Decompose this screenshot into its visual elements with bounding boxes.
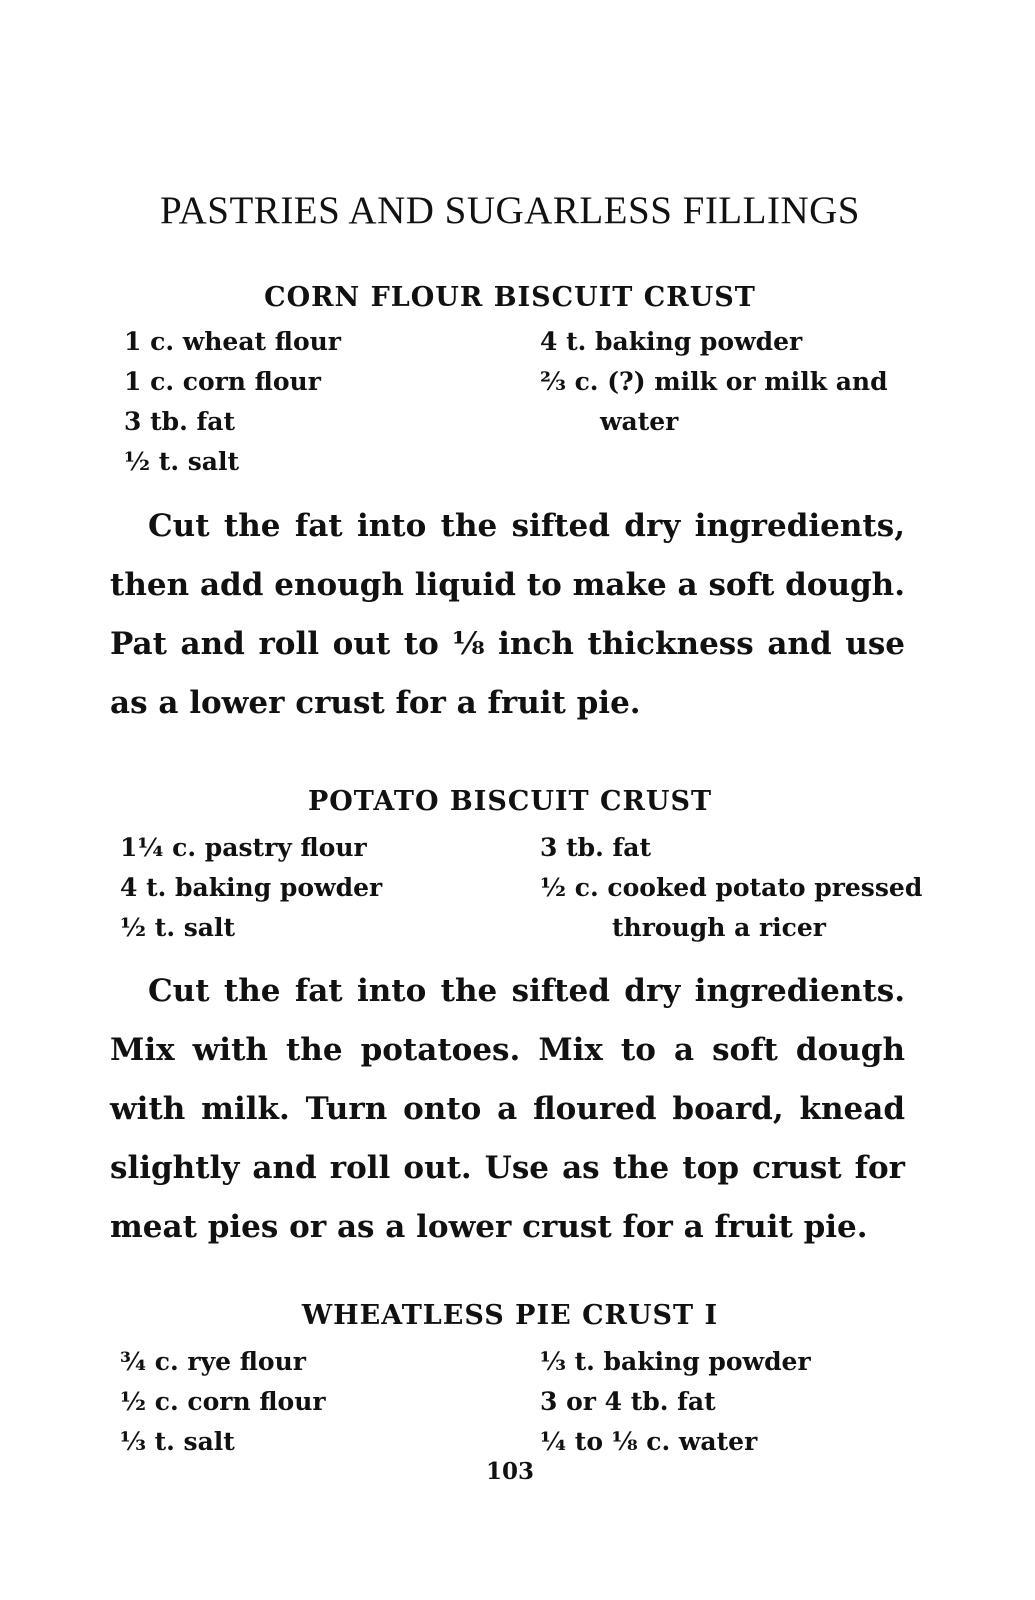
recipe-instructions	[110, 497, 905, 733]
ingredient: 3 tb. fat	[540, 833, 652, 862]
ingredient: ½ t. salt	[124, 447, 240, 476]
page-header: PASTRIES AND SUGARLESS FILLINGS	[160, 189, 860, 232]
ingredient: ¾ c. rye flour	[120, 1347, 306, 1376]
ingredient: 3 or 4 tb. fat	[540, 1387, 716, 1416]
ingredient: ½ t. salt	[120, 913, 236, 942]
ingredient: 3 tb. fat	[124, 407, 236, 436]
recipe-title-potato-biscuit-crust: POTATO BISCUIT CRUST	[307, 786, 713, 817]
ingredient: ⅔ c. (?) milk or milk and	[540, 367, 888, 396]
ingredient: water	[600, 407, 679, 436]
ingredient-list-right	[540, 1342, 811, 1462]
ingredient: ¼ to ⅛ c. water	[540, 1427, 758, 1456]
recipe-instructions	[110, 962, 905, 1257]
instruction-paragraph: Cut the fat into the sifted dry ingredients. Mix with the potatoes. Mix to a soft dough with milk. Turn onto a floured board, knead slightly and roll out. Use as the top crust for meat pies or as a lower crust for a fruit pie.	[110, 973, 905, 1245]
ingredient: ⅓ t. salt	[120, 1427, 235, 1456]
recipe-title-wheatless-pie-crust-i: WHEATLESS PIE CRUST I	[301, 1300, 719, 1331]
ingredient-list-left	[120, 1342, 326, 1462]
recipe-title-corn-flour-biscuit-crust: CORN FLOUR BISCUIT CRUST	[264, 282, 756, 313]
ingredient: ⅓ t. baking powder	[540, 1347, 811, 1376]
ingredient: 4 t. baking powder	[540, 327, 803, 356]
instruction-paragraph: Cut the fat into the sifted dry ingredients, then add enough liquid to make a soft dough. Pat and roll out to ⅛ inch thickness and use as a lower crust for a fruit pie.	[110, 508, 905, 721]
ingredient: ½ c. cooked potato pressed	[540, 873, 923, 902]
page-number: 103	[485, 1458, 534, 1485]
ingredient: 1¼ c. pastry flour	[120, 833, 367, 862]
ingredient: through a ricer	[612, 913, 826, 942]
ingredient: 4 t. baking powder	[120, 873, 383, 902]
ingredient-list-left	[120, 828, 382, 948]
ingredient: 1 c. corn flour	[124, 367, 321, 396]
ingredient-list-right	[540, 322, 888, 442]
ingredient: 1 c. wheat flour	[124, 327, 341, 356]
ingredient-list-right	[540, 828, 922, 948]
ingredient: ½ c. corn flour	[120, 1387, 326, 1416]
ingredient-list-left	[124, 322, 341, 482]
